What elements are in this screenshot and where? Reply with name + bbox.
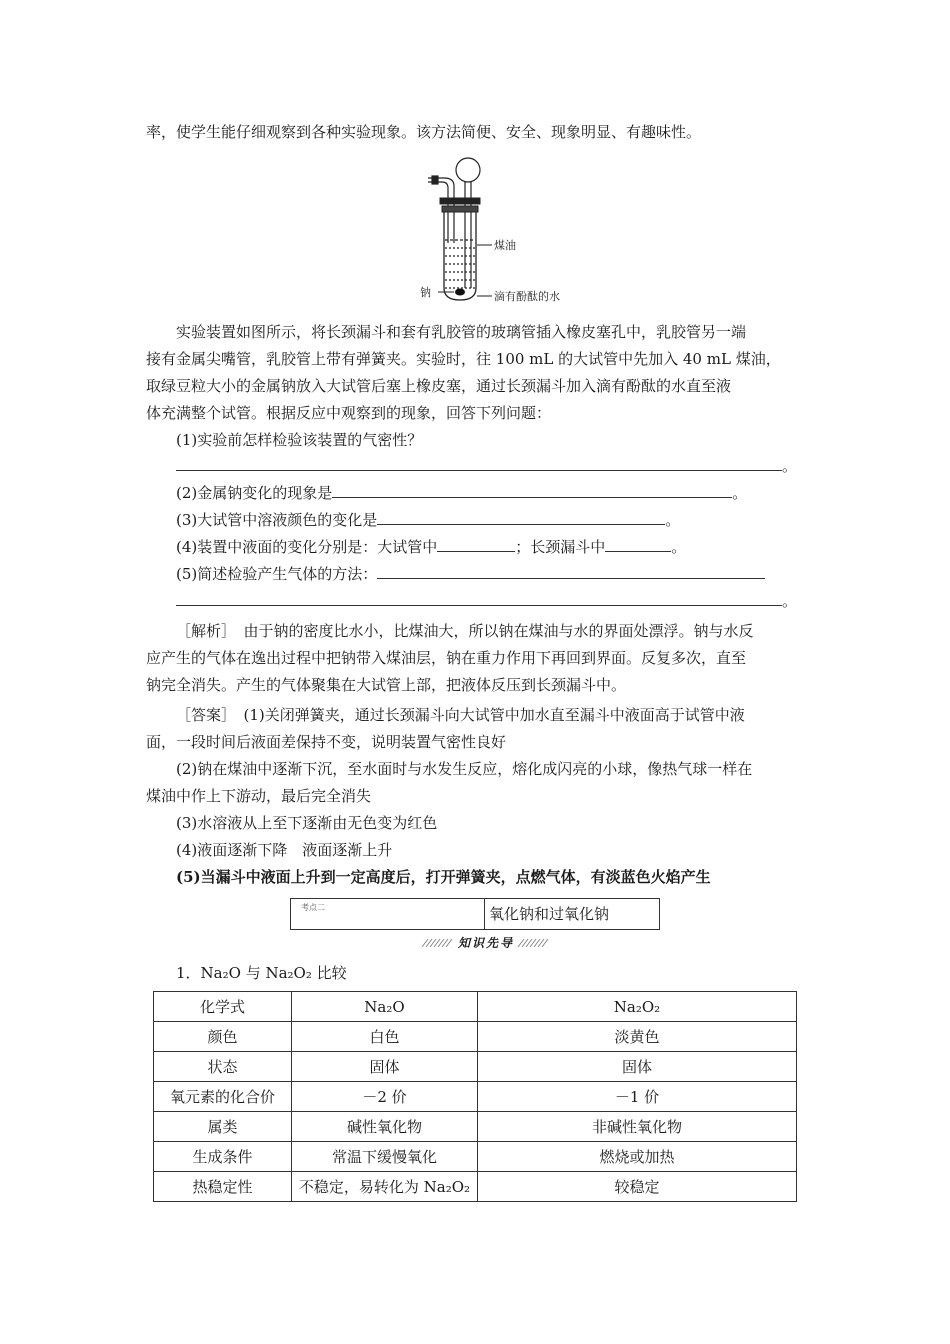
answer-blank-5: 。 — [176, 591, 797, 611]
table-cell: 热稳定性 — [154, 1172, 292, 1202]
table-cell: 非碱性氧化物 — [478, 1112, 797, 1142]
table-row — [154, 1052, 797, 1082]
table-cell: 白色 — [292, 1022, 478, 1052]
table-cell: 不稳定，易转化为 Na₂O₂ — [292, 1172, 478, 1202]
label-sodium: 钠 — [420, 286, 431, 299]
table-cell: Na₂O — [292, 992, 478, 1022]
analysis-line: 应产生的气体在逸出过程中把钠带入煤油层，钠在重力作用下再回到界面。反复多次，直至 — [146, 649, 747, 667]
comparison-table — [153, 991, 797, 1202]
table-row — [154, 1082, 797, 1112]
table-row — [154, 1022, 797, 1052]
table-cell: 氧元素的化合价 — [154, 1082, 292, 1112]
description-line: 接有金属尖嘴管，乳胶管上带有弹簧夹。实验时，往 100 mL 的大试管中先加入 40 mL 煤油， — [146, 350, 781, 368]
question-2: (2)金属钠变化的现象是 。 — [176, 484, 748, 502]
label-water: 滴有酚酞的水 — [494, 290, 560, 303]
table-cell: －2 价 — [292, 1082, 478, 1112]
table-cell: 固体 — [292, 1052, 478, 1082]
section-title: 氧化钠和过氧化钠 — [489, 905, 610, 923]
table-header-row — [154, 992, 797, 1022]
section-label-cell — [291, 899, 485, 929]
analysis-line: 钠完全消失。产生的气体聚集在大试管上部，把液体反压到长颈漏斗中。 — [146, 676, 627, 694]
question-5: (5)简述检验产生气体的方法： — [176, 564, 765, 584]
table-row — [154, 1112, 797, 1142]
knowledge-banner — [420, 934, 550, 952]
answer-line: ［答案］ (1)关闭弹簧夹，通过长颈漏斗向大试管中加水直至漏斗中液面高于试管中液 — [176, 706, 745, 724]
question-1: (1)实验前怎样检验该装置的气密性？ — [176, 431, 423, 449]
description-line: 体充满整个试管。根据反应中观察到的现象，回答下列问题： — [146, 404, 552, 422]
answer-line: 煤油中作上下游动，最后完全消失 — [146, 787, 372, 805]
sodium-piece-icon — [455, 289, 465, 296]
answer-line: (3)水溶液从上至下逐渐由无色变为红色 — [176, 814, 438, 832]
answer-blank-1: 。 — [176, 456, 797, 476]
question-3: (3)大试管中溶液颜色的变化是 。 — [176, 511, 681, 529]
apparatus-figure — [420, 148, 590, 308]
table-cell: Na₂O₂ — [478, 992, 797, 1022]
answer-line: (2)钠在煤油中逐渐下沉，至水面时与水发生反应，熔化成闪亮的小球，像热气球一样在 — [176, 760, 753, 778]
answer-line: (5)当漏斗中液面上升到一定高度后，打开弹簧夹，点燃气体，有淡蓝色火焰产生 — [176, 868, 711, 886]
section-header — [290, 898, 660, 930]
answer-line: 面，一段时间后液面差保持不变，说明装置气密性良好 — [146, 733, 507, 751]
description-line: 实验装置如图所示，将长颈漏斗和套有乳胶管的玻璃管插入橡皮塞孔中，乳胶管另一端 — [176, 323, 747, 341]
table-cell: 燃烧或加热 — [478, 1142, 797, 1172]
table-cell: －1 价 — [478, 1082, 797, 1112]
table-cell: 状态 — [154, 1052, 292, 1082]
intro-text: 率，使学生能仔细观察到各种实验现象。该方法简便、安全、现象明显、有趣味性。 — [146, 123, 702, 141]
label-kerosene: 煤油 — [494, 239, 516, 252]
table-cell: 颜色 — [154, 1022, 292, 1052]
table-cell: 碱性氧化物 — [292, 1112, 478, 1142]
table-cell: 生成条件 — [154, 1142, 292, 1172]
analysis-line: ［解析］ 由于钠的密度比水小，比煤油大，所以钠在煤油与水的界面处漂浮。钠与水反 — [176, 622, 754, 640]
section-small-label: 考点二 — [301, 903, 325, 912]
question-4: (4)装置中液面的变化分别是：大试管中 ；长颈漏斗中 。 — [176, 538, 687, 556]
table-cell: 淡黄色 — [478, 1022, 797, 1052]
answer-line: (4)液面逐渐下降 液面逐渐上升 — [176, 841, 393, 859]
table-cell: 属类 — [154, 1112, 292, 1142]
description-line: 取绿豆粒大小的金属钠放入大试管后塞上橡皮塞，通过长颈漏斗加入滴有酚酞的水直至液 — [146, 377, 732, 395]
table-cell: 较稳定 — [478, 1172, 797, 1202]
table-row — [154, 1172, 797, 1202]
banner-text: 知识先导 — [458, 936, 515, 950]
table-heading: 1．Na₂O 与 Na₂O₂ 比较 — [176, 964, 347, 982]
table-cell: 固体 — [478, 1052, 797, 1082]
table-cell: 常温下缓慢氧化 — [292, 1142, 478, 1172]
table-row — [154, 1142, 797, 1172]
table-cell: 化学式 — [154, 992, 292, 1022]
stopper-icon — [440, 198, 480, 212]
